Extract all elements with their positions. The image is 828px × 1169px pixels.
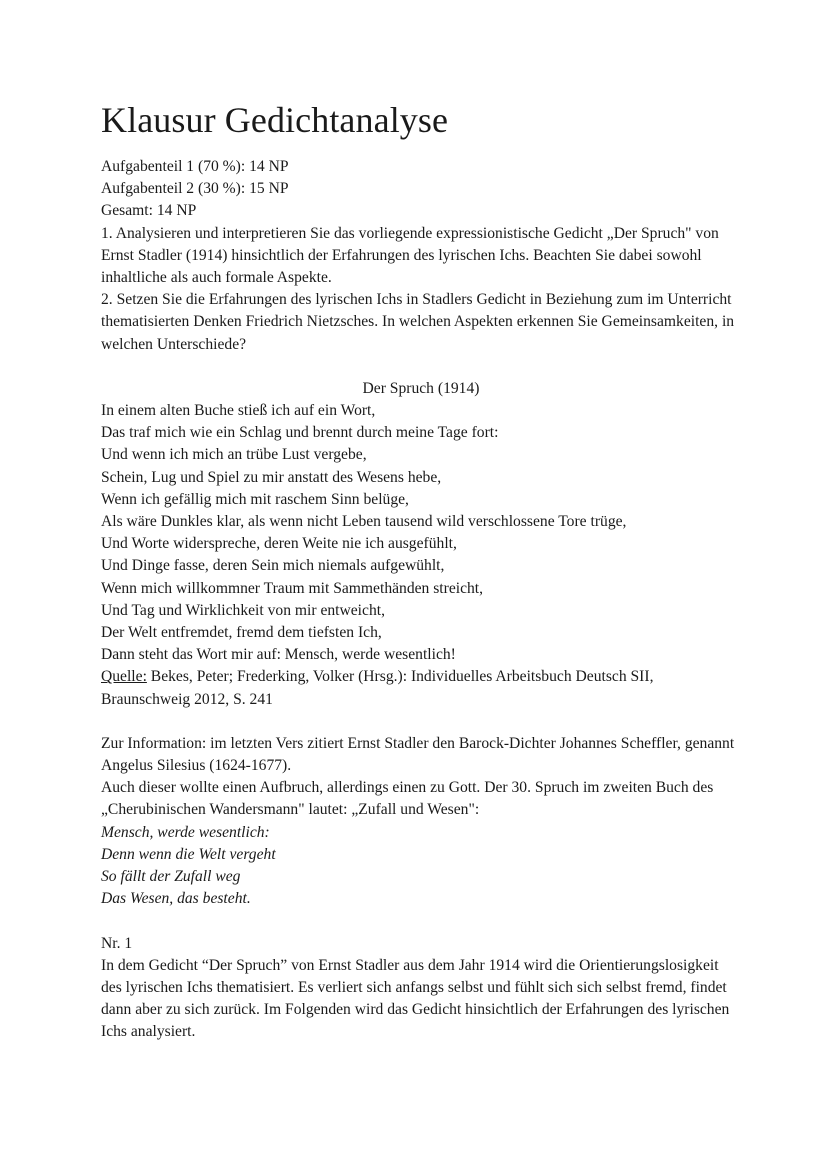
answer-heading: Nr. 1	[101, 934, 133, 952]
poem-line: In einem alten Buche stieß ich auf ein Wort,	[101, 402, 376, 420]
info-paragraph-1: Zur Information: im letzten Vers zitiert Ernst Stadler den Barock-Dichter Johannes Scheffler, genannt Angelus Silesius (1624-1677).	[101, 734, 735, 775]
score-part-2: Aufgabenteil 2 (30 %): 15 NP	[101, 180, 289, 198]
document-page	[101, 98, 741, 1044]
poem-line: Und wenn ich mich an trübe Lust vergebe,	[101, 446, 367, 464]
quoted-verse-line: Das Wesen, das besteht.	[101, 890, 251, 908]
poem-line: Das traf mich wie ein Schlag und brennt durch meine Tage fort:	[101, 424, 499, 442]
source-text: Bekes, Peter; Frederking, Volker (Hrsg.): Individuelles Arbeitsbuch Deutsch SII, Braunschweig 2012, S. 241	[101, 668, 654, 708]
poem-line: Dann steht das Wort mir auf: Mensch, werde wesentlich!	[101, 646, 456, 664]
poem-source	[101, 666, 741, 710]
answer-text: In dem Gedicht “Der Spruch” von Ernst Stadler aus dem Jahr 1914 wird die Orientierungslosigkeit des lyrischen Ichs thematisiert. Es verliert sich anfangs selbst und fühlt sich sich selbst fremd, findet dann aber zu sich zurück. Im Folgenden wird das Gedicht hinsichtlich der Erfahrungen des lyrischen Ichs analysiert.	[101, 956, 730, 1041]
quoted-verse-line: So fällt der Zufall weg	[101, 868, 241, 886]
source-label: Quelle:	[101, 668, 147, 686]
task-1: 1. Analysieren und interpretieren Sie das vorliegende expressionistische Gedicht „Der Spruch" von Ernst Stadler (1914) hinsichtlich der Erfahrungen des lyrischen Ichs. Beachten Sie dabei sowohl inhaltliche als auch formale Aspekte.	[101, 224, 719, 287]
task-2: 2. Setzen Sie die Erfahrungen des lyrischen Ichs in Stadlers Gedicht in Beziehung zum im Unterricht thematisierten Denken Friedrich Nietzsches. In welchen Aspekten erkennen Sie Gemeinsamkeiten, in welchen Unterschiede?	[101, 291, 735, 353]
poem-line: Als wäre Dunkles klar, als wenn nicht Leben tausend wild verschlossene Tore trüge,	[101, 513, 627, 531]
poem-line: Und Worte widerspreche, deren Weite nie ich ausgefühlt,	[101, 535, 457, 553]
poem-line: Und Dinge fasse, deren Sein mich niemals aufgewühlt,	[101, 557, 445, 575]
poem-line: Und Tag und Wirklichkeit von mir entweicht,	[101, 601, 385, 619]
quoted-verse-line: Denn wenn die Welt vergeht	[101, 845, 276, 863]
score-total: Gesamt: 14 NP	[101, 202, 197, 220]
poem-line: Der Welt entfremdet, fremd dem tiefsten Ich,	[101, 624, 382, 642]
info-paragraph-2: Auch dieser wollte einen Aufbruch, allerdings einen zu Gott. Der 30. Spruch im zweiten Buch des „Cherubinischen Wandersmann" lautet: „Zufall und Wesen":	[101, 779, 714, 819]
poem-line: Schein, Lug und Spiel zu mir anstatt des Wesens hebe,	[101, 468, 442, 486]
poem-line: Wenn mich willkommner Traum mit Sammethänden streicht,	[101, 579, 484, 597]
quoted-verse-line: Mensch, werde wesentlich:	[101, 823, 270, 841]
poem-line: Wenn ich gefällig mich mit raschem Sinn belüge,	[101, 490, 409, 508]
document-title: Klausur Gedichtanalyse	[101, 100, 449, 140]
score-part-1: Aufgabenteil 1 (70 %): 14 NP	[101, 158, 289, 175]
poem-title: Der Spruch (1914)	[362, 379, 480, 397]
